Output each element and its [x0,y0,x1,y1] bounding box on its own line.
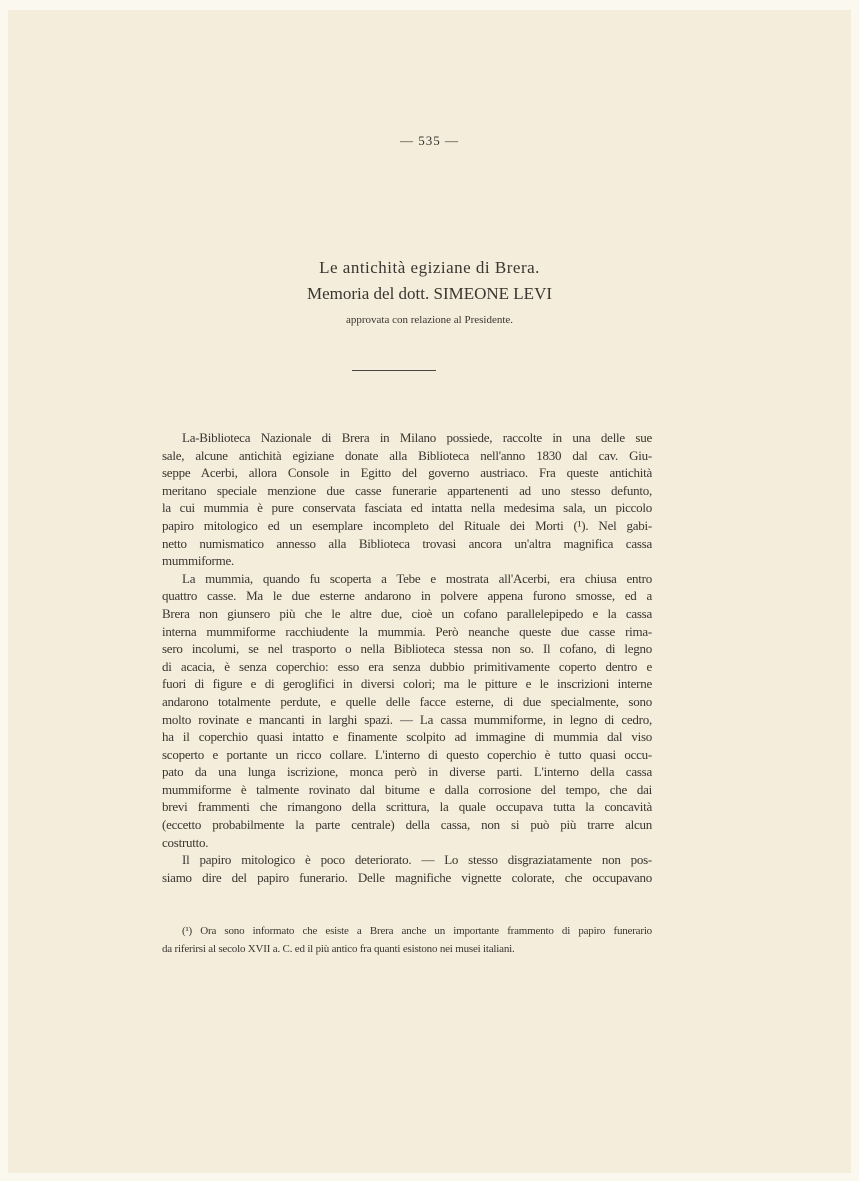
text-line: molto rovinate e mancanti in larghi spazi. — La cassa mummiforme, in legno di cedro, [162,711,652,727]
text-line: mummiforme è talmente rovinato dal bitume e dalla corrosione del tempo, che dai [162,781,652,797]
article-title: Le antichità egiziane di Brera. [319,258,540,277]
text-line: papiro mitologico ed un esemplare incompleto del Rituale dei Morti (¹). Nel gabi- [162,517,652,533]
page-number: — 535 — [400,133,459,148]
text-line: (eccetto probabilmente la parte centrale) della cassa, non si può più trarre alcun [162,817,652,833]
text-line: Brera non giunsero più che le altre due, cioè un cofano parallelepipedo e la cassa [162,605,652,621]
approval-note: approvata con relazione al Presidente. [345,314,514,326]
text-line: Il papiro mitologico è poco deteriorato. — Lo stesso disgraziatamente non pos- [182,852,652,868]
text-line: pato da una lunga iscrizione, monca però in diverse parti. L'interno della cassa [162,764,652,780]
footnote-line: da riferirsi al secolo XVII a. C. ed il più antico fra quanti esistono nei musei italiani. [162,943,515,955]
text-line: mummiforme. [162,553,234,569]
text-line: fuori di figure e di geroglifici in diversi colori; ma le pitture e le inscrizioni interne [162,676,652,692]
text-line: meritano speciale menzione due casse funerarie appartenenti ad uno stesso defunto, [162,482,652,498]
text-line: quattro casse. Ma le due esterne andarono in polvere appena furono smosse, ed a [162,588,652,604]
title-divider [352,370,436,371]
text-line: La mummia, quando fu scoperta a Tebe e mostrata all'Acerbi, era chiusa entro [182,570,652,586]
text-line: scoperto e portante un ricco collare. L'interno di questo coperchio è tutto quasi occu- [162,746,652,762]
text-line: brevi frammenti che rimangono della scrittura, la quale occupava tutta la concavità [162,799,652,815]
text-line: siamo dire del papiro funerario. Delle magnifiche vignette colorate, che occupavano [162,869,652,885]
text-line: sero incolumi, se nel trasporto o nella Biblioteca stessa non so. Il cofano, di legno [162,641,652,657]
text-line: interna mummiforme racchiudente la mummia. Però neanche queste due casse rima- [162,623,652,639]
footnote [162,922,652,958]
footnote-line: (¹) Ora sono informato che esiste a Brera anche un importante frammento di papiro funerario [182,925,652,937]
text-line: seppe Acerbi, allora Console in Egitto del governo austriaco. Fra queste antichità [162,465,652,481]
body-text [162,429,652,886]
text-line: La-Biblioteca Nazionale di Brera in Milano possiede, raccolte in una delle sue [182,430,652,445]
text-line: di acacia, è senza coperchio: esso era senza dubbio primitivamente coperto dentro e [162,658,652,674]
text-line: la cui mummia è pure conservata fasciata ed intatta nella medesima sala, un piccolo [162,500,652,516]
text-line: ha il coperchio quasi intatto e finamente scolpito ad immagine di mummia dal viso [162,729,652,745]
text-line: netto numismatico annesso alla Biblioteca trovasi ancora un'altra magnifica cassa [162,535,652,551]
article-subtitle: Memoria del dott. SIMEONE LEVI [306,284,553,303]
text-line: andarono totalmente perdute, e quelle delle facce esterne, di due specialmente, sono [162,693,652,709]
text-line: costrutto. [162,834,209,850]
text-line: sale, alcune antichità egiziane donate alla Biblioteca nell'anno 1830 dal cav. Giu- [162,447,652,463]
